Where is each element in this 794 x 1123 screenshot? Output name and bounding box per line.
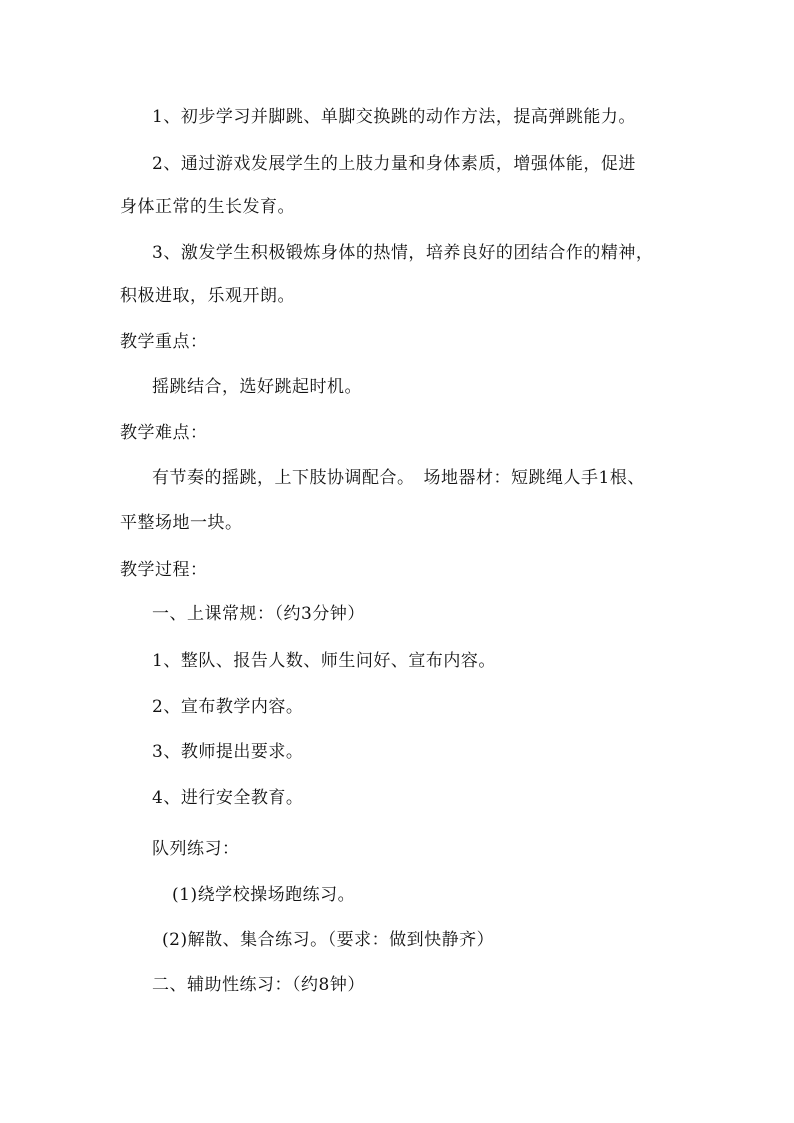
difficulties-text: 有节奏的摇跳，上下肢协调配合。 场地器材：短跳绳人手1根、 xyxy=(152,468,645,488)
routine-step-2: 2、宣布教学内容。 xyxy=(152,697,304,717)
section-heading-key-points: 教学重点： xyxy=(120,332,208,352)
formation-practice-heading: 队列练习： xyxy=(152,839,240,859)
formation-item-2: (2)解散、集合练习。（要求：做到快静齐） xyxy=(162,930,495,950)
routine-step-3: 3、教师提出要求。 xyxy=(152,742,304,762)
section-heading-difficulties: 教学难点： xyxy=(120,423,208,443)
routine-step-1: 1、整队、报告人数、师生问好、宣布内容。 xyxy=(152,651,496,671)
difficulties-text-cont: 平整场地一块。 xyxy=(120,513,243,533)
objective-line-1: 1、初步学习并脚跳、单脚交换跳的动作方法，提高弹跳能力。 xyxy=(152,107,636,127)
objective-line-3-cont: 积极进取，乐观开朗。 xyxy=(120,286,295,306)
objective-line-3: 3、激发学生积极锻炼身体的热情，培养良好的团结合作的精神， xyxy=(152,243,654,263)
objective-line-2-cont: 身体正常的生长发育。 xyxy=(120,197,295,217)
formation-item-1: (1)绕学校操场跑练习。 xyxy=(172,885,356,905)
section-heading-process: 教学过程： xyxy=(120,560,208,580)
key-points-text: 摇跳结合，选好跳起时机。 xyxy=(152,377,362,397)
part-two-heading: 二、辅助性练习：（约8钟） xyxy=(152,975,365,995)
part-one-heading: 一、上课常规：（约3分钟） xyxy=(152,604,365,624)
objective-line-2: 2、通过游戏发展学生的上肢力量和身体素质，增强体能，促进 xyxy=(152,154,636,174)
routine-step-4: 4、进行安全教育。 xyxy=(152,788,304,808)
